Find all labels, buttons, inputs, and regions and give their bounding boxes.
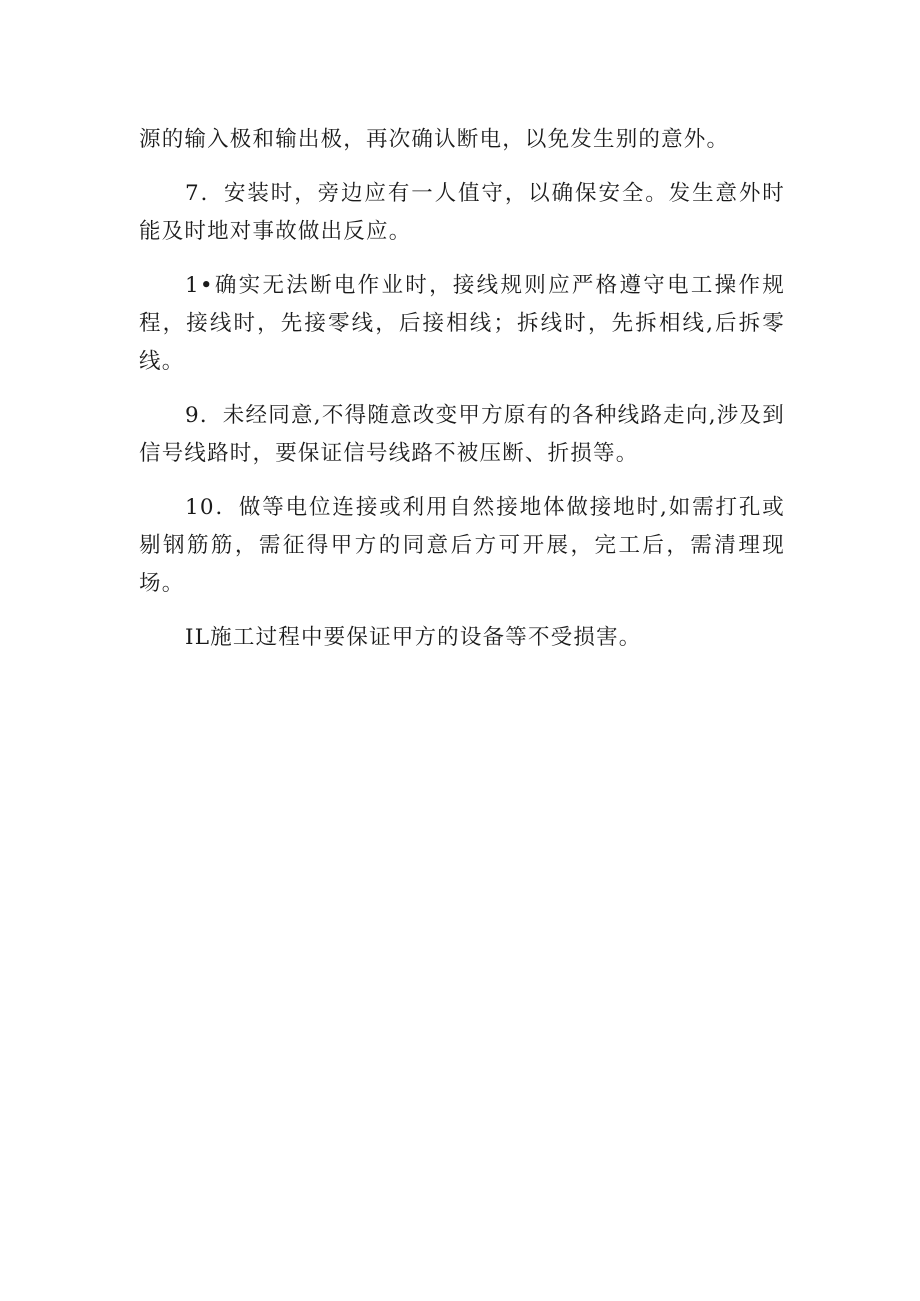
document-body [139, 121, 785, 657]
paragraph-item-8: 1•确实无法断电作业时，接线规则应严格遵守电工操作规程，接线时，先接零线，后接相线；拆线时，先拆相线,后拆零线。 [139, 273, 785, 374]
paragraph-item-9: 9．未经同意,不得随意改变甲方原有的各种线路走向,涉及到信号线路时，要保证信号线路不被压断、折损等。 [139, 403, 785, 466]
paragraph-continuation: 源的输入极和输出极，再次确认断电，以免发生别的意外。 [139, 127, 730, 152]
paragraph-item-11: IL施工过程中要保证甲方的设备等不受损害。 [185, 625, 642, 650]
paragraph-item-7: 7．安装时，旁边应有一人值守，以确保安全。发生意外时能及时地对事故做出反应。 [139, 181, 785, 244]
paragraph-item-10: 10．做等电位连接或利用自然接地体做接地时,如需打孔或剔钢筋筋，需征得甲方的同意后方可开展，完工后，需清理现场。 [139, 495, 785, 596]
